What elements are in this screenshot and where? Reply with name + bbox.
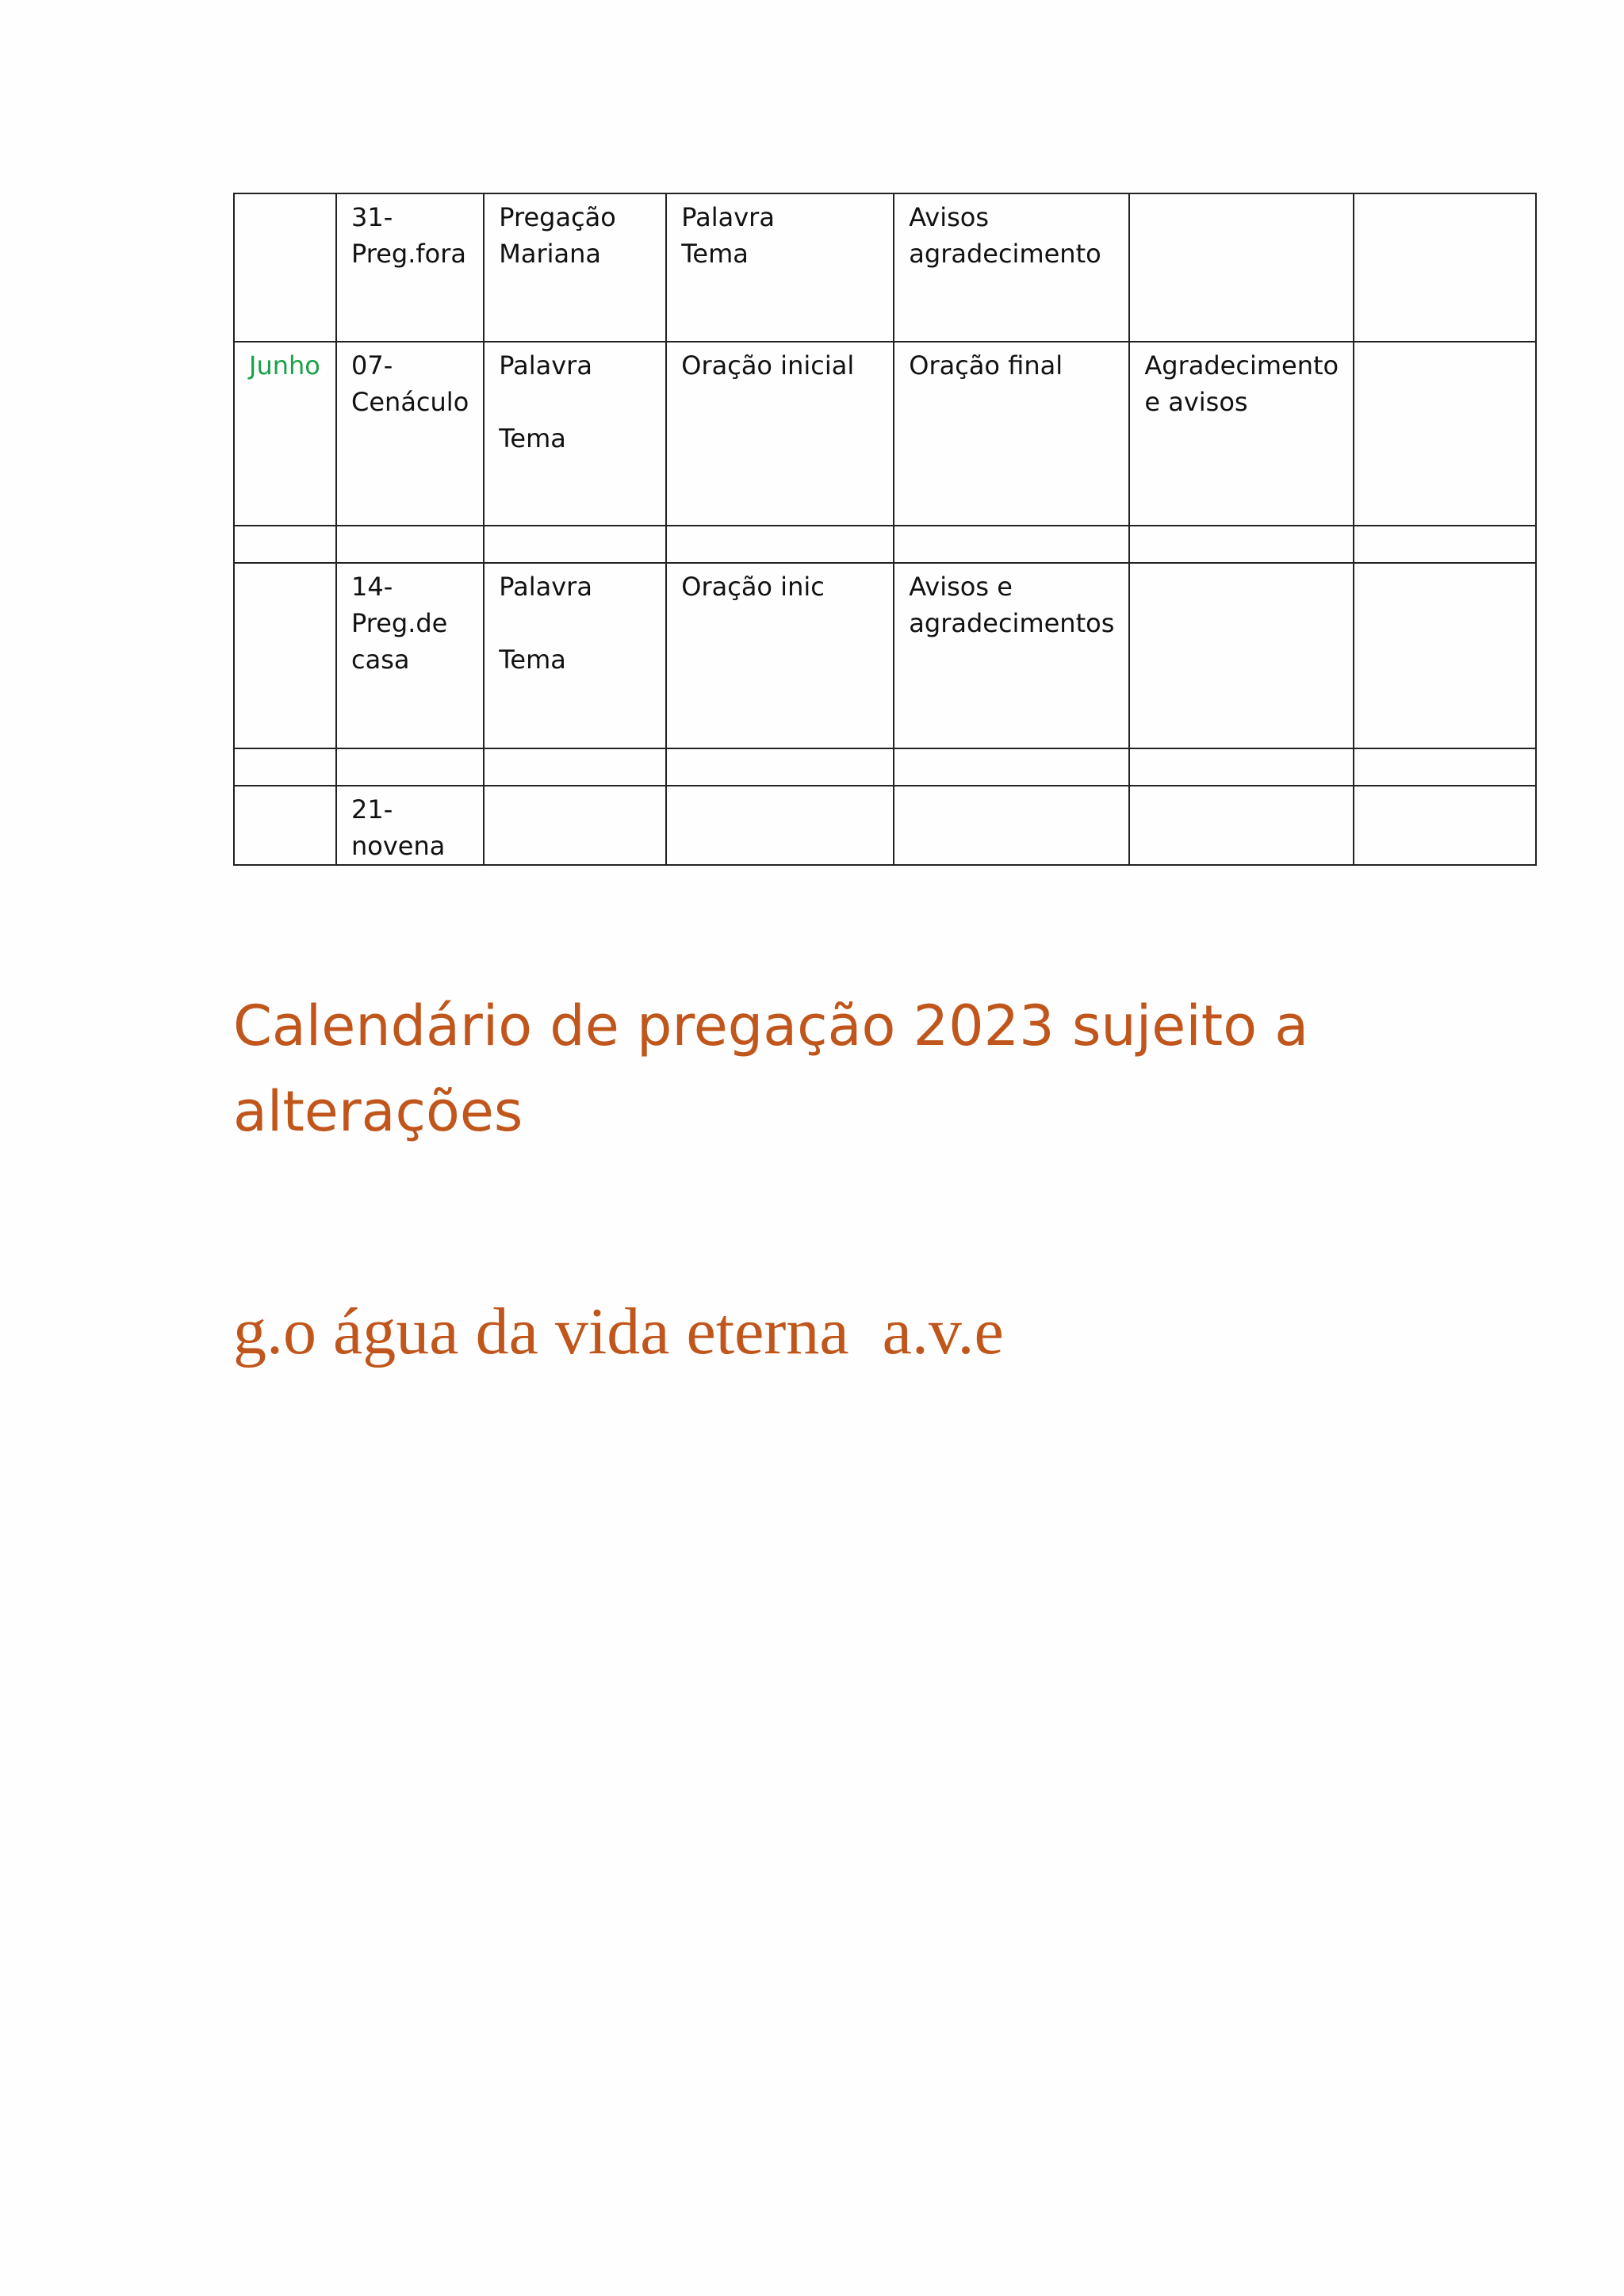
table-cell <box>1129 342 1354 526</box>
cell-spacer <box>499 384 651 420</box>
table-cell <box>336 526 484 563</box>
cell-text: Pregação <box>499 202 616 232</box>
table-cell <box>234 786 336 865</box>
table-cell <box>234 748 336 786</box>
table-row <box>234 526 1536 563</box>
cell-text: novena <box>351 831 446 861</box>
cell-text: Palavra <box>499 572 592 602</box>
table-cell <box>1354 563 1536 748</box>
table-cell <box>894 748 1129 786</box>
cell-text: agradecimento <box>909 239 1101 269</box>
table-cell <box>484 342 666 526</box>
cell-text: Oração inicial <box>681 350 855 381</box>
table-cell <box>666 563 894 748</box>
table-cell <box>234 563 336 748</box>
cell-text: casa <box>351 645 410 675</box>
cell-text: Oração inic <box>681 572 825 602</box>
table-cell <box>894 193 1129 342</box>
table-cell <box>484 563 666 748</box>
table-cell <box>1129 748 1354 786</box>
group-name: g.o água da vida eterna a.v.e <box>233 1295 1004 1368</box>
cell-text: 31- <box>351 202 393 232</box>
cell-text: Avisos <box>909 202 990 232</box>
table-row <box>234 563 1536 748</box>
table-cell <box>484 748 666 786</box>
table-cell <box>1354 786 1536 865</box>
table-cell <box>336 342 484 526</box>
table-cell <box>336 563 484 748</box>
table-cell <box>894 563 1129 748</box>
table-cell <box>234 526 336 563</box>
table-cell <box>484 786 666 865</box>
cell-text: Tema <box>499 423 566 453</box>
table-row <box>234 748 1536 786</box>
cell-text: Agradecimento <box>1144 350 1339 381</box>
table-cell <box>894 342 1129 526</box>
table-cell <box>666 526 894 563</box>
table-cell <box>666 786 894 865</box>
table-cell <box>1354 748 1536 786</box>
cell-text: 21- <box>351 794 393 825</box>
table-row <box>234 193 1536 342</box>
cell-text: e avisos <box>1144 387 1248 417</box>
month-label: Junho <box>249 350 320 381</box>
cell-text: Avisos e <box>909 572 1013 602</box>
cell-text: 07- <box>351 350 393 381</box>
cell-text: Mariana <box>499 239 602 269</box>
cell-text: agradecimentos <box>909 608 1115 638</box>
table-row <box>234 786 1536 865</box>
table-cell <box>1354 342 1536 526</box>
table-cell <box>894 786 1129 865</box>
table-cell <box>336 748 484 786</box>
table-row <box>234 342 1536 526</box>
table-cell <box>484 193 666 342</box>
cell-text: Tema <box>499 645 566 675</box>
cell-text: Preg.de <box>351 608 448 638</box>
cell-text: Palavra <box>499 350 592 381</box>
table-cell <box>666 748 894 786</box>
cell-text: Cenáculo <box>351 387 469 417</box>
schedule-table <box>233 193 1537 866</box>
table-cell <box>234 193 336 342</box>
table-cell <box>336 193 484 342</box>
cell-text: Tema <box>681 239 749 269</box>
table-cell <box>1129 526 1354 563</box>
cell-text: 14- <box>351 572 393 602</box>
table-cell <box>1354 526 1536 563</box>
cell-spacer <box>499 605 651 641</box>
table-cell <box>666 342 894 526</box>
cell-text: Preg.fora <box>351 239 466 269</box>
cell-text: Palavra <box>681 202 775 232</box>
table-cell <box>1129 563 1354 748</box>
table-cell <box>1129 786 1354 865</box>
table-cell <box>1129 193 1354 342</box>
table-cell <box>894 526 1129 563</box>
table-cell <box>666 193 894 342</box>
table-cell <box>484 526 666 563</box>
document-heading: Calendário de pregação 2023 sujeito a alterações <box>233 993 1309 1144</box>
cell-text: Oração final <box>909 350 1063 381</box>
table-cell <box>234 342 336 526</box>
table-cell <box>1354 193 1536 342</box>
table-cell <box>336 786 484 865</box>
